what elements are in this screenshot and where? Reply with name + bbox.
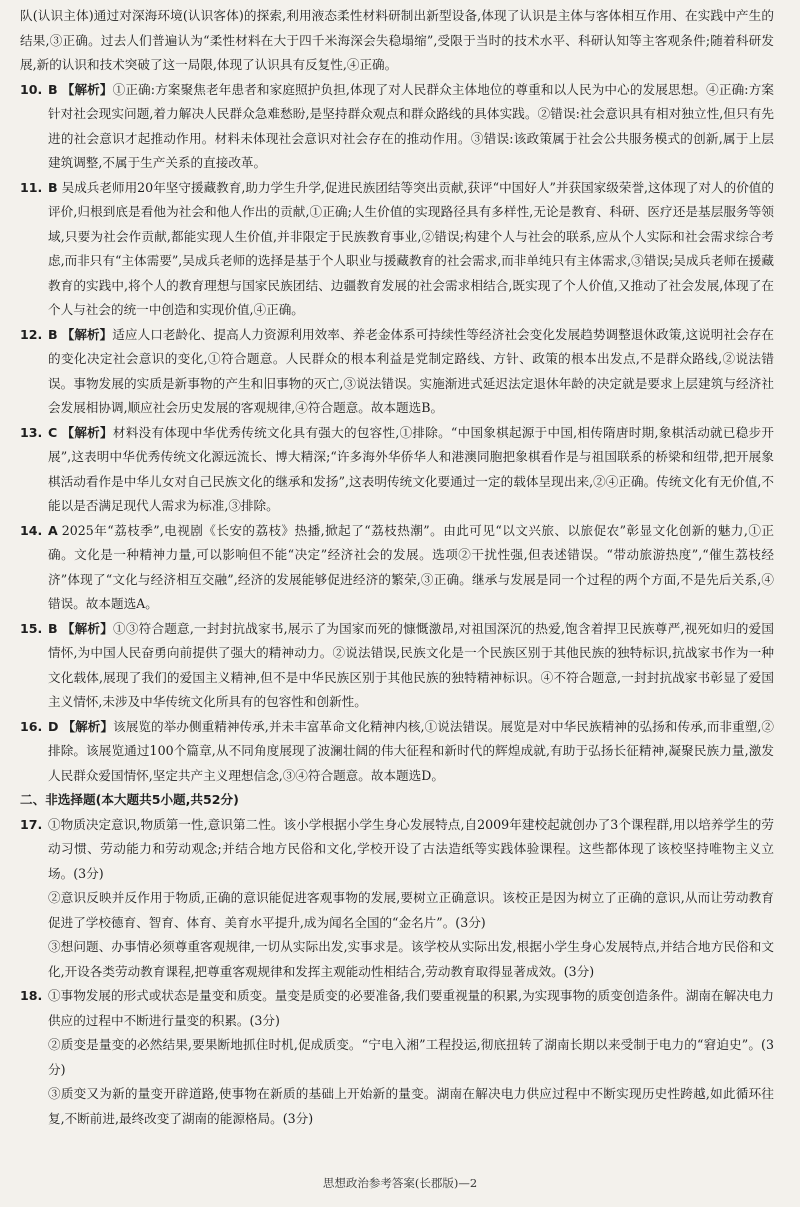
item-number: 13. (20, 424, 43, 440)
section-heading-non-choice: 二、非选择题(本大题共5小题,共52分) (20, 792, 239, 807)
answer-point: ①物质决定意识,物质第一性,意识第二性。该小学根据小学生身心发展特点,自2009年建校起就创办了3个课程群,用以培养学生的劳动习惯、劳动能力和劳动观念;并结合地方民俗和文化,学校开设了古法造纸等实践体验课程。这些都体现了该校坚持唯物主义立场。(3分) (48, 816, 774, 881)
answer-point: ②意识反映并反作用于物质,正确的意识能促进客观事物的发展,要树立正确意识。该校正是因为树立了正确的意识,从而让劳动教育促进了学校德育、智育、体育、美育水平提升,成为闻名全国的“金名片”。(3分) (48, 890, 774, 930)
page-footer: 思想政治参考答案(长郡版)—2 (322, 1176, 478, 1190)
analysis-tag: 【解析】 (61, 81, 113, 97)
item-number: 16. (20, 718, 43, 734)
answer-item-15 (20, 617, 774, 715)
analysis-text: 吴成兵老师用20年坚守援藏教育,助力学生升学,促进民族团结等突出贡献,获评“中国好人”并获国家级荣誉,这体现了对人的价值的评价,归根到底是看他为社会和他人作出的贡献,①正确;人生价值的实现路径具有多样性,无论是教育、科研、医疗还是基层服务等领域,只要为社会作贡献,都能实现人生价值,并非限定于民族教育事业,②错误;构建个人与社会的联系,应从个人实际和社会需求综合考虑,而非只有“主体需要”,吴成兵老师的选择是基于个人职业与援藏教育的社会需求,而非单纯只有主体需求,③错误;吴成兵老师在援藏教育的实践中,将个人的教育理想与国家民族团结、边疆教育发展的社会需求相结合,既实现了个人价值,又推动了社会发展,体现了在个人与社会的统一中创造和实现价值,④正确。 (48, 179, 774, 317)
answer-item-16 (20, 715, 774, 789)
answer-item-10 (20, 78, 774, 176)
analysis-tag: 【解析】 (61, 326, 113, 342)
item-number: 11. (20, 179, 43, 195)
answer-item-13 (20, 421, 774, 519)
analysis-text: 该展览的举办侧重精神传承,并未丰富革命文化精神内核,①说法错误。展览是对中华民族精神的弘扬和传承,而非重塑,②排除。该展览通过100个篇章,从不同角度展现了波澜壮阔的伟大征程和新时代的辉煌成就,有助于弘扬长征精神,凝聚民族力量,激发人民群众爱国情怀,坚定共产主义理想信念,③④符合题意。故本题选D。 (48, 718, 775, 783)
answer-letter: C (48, 424, 58, 440)
analysis-text: 2025年“荔枝季”,电视剧《长安的荔枝》热播,掀起了“荔枝热潮”。由此可见“以文兴旅、以旅促农”彰显文化创新的魅力,①正确。文化是一种精神力量,可以影响但不能“决定”经济社会的发展。选项②干扰性强,但表述错误。“带动旅游热度”,“催生荔枝经济”体现了“文化与经济相互交融”,经济的发展能够促进经济的繁荣,③正确。继承与发展是同一个过程的两个方面,不是先后关系,④错误。故本题选A。 (48, 522, 774, 611)
answer-letter: D (48, 718, 59, 734)
answer-point: ③质变又为新的量变开辟道路,使事物在新质的基础上开始新的量变。湖南在解决电力供应过程中不断实现历史性跨越,如此循环往复,不断前进,最终改变了湖南的能源格局。(3分) (48, 1086, 774, 1126)
item-number: 12. (20, 326, 43, 342)
answer-letter: B (48, 179, 58, 195)
intro-paragraph: 队(认识主体)通过对深海环境(认识客体)的探索,利用液态柔性材料研制出新型设备,体现了认识是主体与客体相互作用、在实践中产生的结果,③正确。过去人们普遍认为“柔性材料在大于四千米海深会失稳塌缩”,受限于当时的技术水平、科研认知等主客观条件;随着科研发展,新的认识和技术突破了这一局限,体现了认识具有反复性,④正确。 (20, 8, 774, 72)
analysis-tag: 【解析】 (62, 718, 114, 734)
item-number: 10. (20, 81, 43, 97)
item-number: 15. (20, 620, 43, 636)
analysis-text: 适应人口老龄化、提高人力资源利用效率、养老金体系可持续性等经济社会变化发展趋势调整退休政策,这说明社会存在的变化决定社会意识的变化,①符合题意。人民群众的根本利益是党制定路线、方针、政策的根本出发点,不是群众路线,②说法错误。事物发展的实质是新事物的产生和旧事物的灭亡,③说法错误。实施渐进式延迟法定退休年龄的决定就是要求上层建筑与经济社会发展相协调,顺应社会历史发展的客观规律,④符合题意。故本题选B。 (48, 326, 774, 415)
analysis-tag: 【解析】 (61, 424, 113, 440)
analysis-text: 材料没有体现中华优秀传统文化具有强大的包容性,①排除。“中国象棋起源于中国,相传隋唐时期,象棋活动就已稳步开展”,这表明中华优秀传统文化源远流长、博大精深;“许多海外华侨华人和港澳同胞把象棋看作是与祖国联系的桥梁和纽带,把开展象棋活动看作是中华儿女对自己民族文化的继承和发扬”,这表明传统文化要通过一定的载体呈现出来,②④正确。传统文化有无价值,不能以是否满足现代人需求为标准,③排除。 (48, 424, 775, 513)
answer-item-17 (20, 813, 774, 985)
analysis-tag: 【解析】 (61, 620, 114, 636)
answer-item-12 (20, 323, 774, 421)
answer-point: ③想问题、办事情必须尊重客观规律,一切从实际出发,实事求是。该学校从实际出发,根据小学生身心发展特点,并结合地方民俗和文化,开设各类劳动教育课程,把尊重客观规律和发挥主观能动性相结合,劳动教育取得显著成效。(3分) (48, 939, 774, 979)
answer-item-14 (20, 519, 774, 617)
answer-item-11 (20, 176, 774, 323)
item-number: 17. (20, 816, 43, 832)
answer-item-18 (20, 984, 774, 1131)
analysis-text: ①③符合题意,一封封抗战家书,展示了为国家而死的慷慨激昂,对祖国深沉的热爱,饱含着捍卫民族尊严,视死如归的爱国情怀,为中国人民奋勇向前提供了强大的精神动力。②说法错误,民族文化是一个民族区别于其他民族的独特标识,抗战家书作为一种文化载体,展现了我们的爱国主义精神,但不是中华民族区别于其他民族的独特精神标识。④不符合题意,一封封抗战家书彰显了爱国主义情怀,未涉及中华传统文化所具有的包容性和创新性。 (48, 620, 774, 709)
answer-letter: A (48, 522, 58, 538)
item-number: 14. (20, 522, 43, 538)
answer-point: ①事物发展的形式或状态是量变和质变。量变是质变的必要准备,我们要重视量的积累,为实现事物的质变创造条件。湖南在解决电力供应的过程中不断进行量变的积累。(3分) (48, 988, 774, 1028)
analysis-text: ①正确:方案聚焦老年患者和家庭照护负担,体现了对人民群众主体地位的尊重和以人民为中心的发展思想。④正确:方案针对社会现实问题,着力解决人民群众急难愁盼,是坚持群众观点和群众路线的具体实践。②错误:社会意识具有相对独立性,但只有先进的社会意识才起推动作用。材料未体现社会意识对社会存在的推动作用。③错误:该政策属于社会公共服务模式的创新,属于上层建筑调整,不属于生产关系的直接改革。 (48, 81, 774, 170)
answer-letter: B (48, 620, 58, 636)
answer-letter: B (48, 81, 58, 97)
answer-letter: B (48, 326, 58, 342)
answer-point: ②质变是量变的必然结果,要果断地抓住时机,促成质变。“宁电入湘”工程投运,彻底扭转了湖南长期以来受制于电力的“窘迫史”。(3分) (48, 1037, 774, 1077)
item-number: 18. (20, 988, 43, 1003)
